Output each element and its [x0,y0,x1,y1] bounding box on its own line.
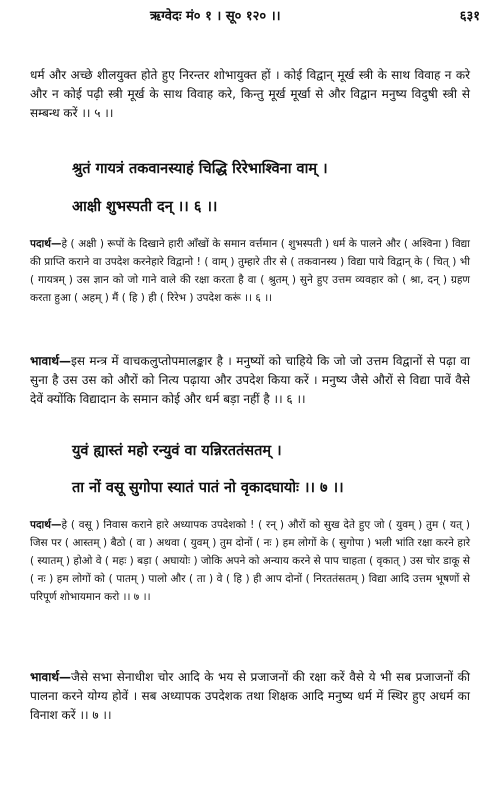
padartha-6-text: हे ( अक्षी ) रूपों के दिखाने हारी आँखों के समान वर्त्तमान ( शुभस्पती ) धर्म के पालने और ( अश्विना ) विद्या की प्राप्ति कराने वा उपदेश करनेहारे विद्वानो ! ( वाम् ) तुम्हारे तीर से ( तकवानस्य ) विद्या पाये विद्वान् के ( चित् ) भी ( गायत्रम् ) उस ज्ञान को जो गाने वाले की रक्षा करता है वा ( श्रुतम् ) सुने हुए उत्तम व्यवहार को ( श्रा, दन् ) ग्रहण करता हुआ ( अहम् ) मैं ( हि ) ही ( रिरेभ ) उपदेश करूं ।। ६ ।। [30,238,470,304]
bhavartha-6 [30,352,470,409]
mantra-7-line-1: युवं ह्यास्तं महो रन्युवं वा यन्निरततंसतम् । [72,443,282,459]
bhavartha-7-label: भावार्थ— [30,670,71,684]
padartha-7 [30,516,470,606]
bhavartha-6-label: भावार्थ— [30,354,71,368]
bhavartha-7 [30,668,470,725]
padartha-7-label: पदार्थ— [30,519,62,531]
padartha-6 [30,235,470,307]
padartha-6-label: पदार्थ— [30,238,62,250]
intro-paragraph: धर्म और अच्छे शीलयुक्त होते हुए निरन्तर शोभायुक्त हों । कोई विद्वान् मूर्ख स्त्री के साथ विवाह न करे और न कोई पढ़ी स्त्री मूर्ख के साथ विवाह करे, किन्तु मूर्ख मूर्खा से और विद्वान मनुष्य विदुषी स्त्री से सम्बन्ध करें ।। ५ ।। [30,68,470,120]
bhavartha-7-text: जैसे सभा सेनाधीश चोर आदि के भय से प्रजाजनों की रक्षा करें वैसे ये भी सब प्रजाजनों की पालना करने योग्य होवें । सब अध्यापक उपदेशक तथा शिक्षक आदि मनुष्य धर्म में स्थिर हुए अधर्म का विनाश करें ।। ७ ।। [30,670,470,722]
mantra-7-line-2: ता नों वसू सुगोपा स्यातं पातं नो वृकादघायोः ।। ७ ।। [72,480,344,496]
padartha-7-text: हे ( वसू ) निवास कराने हारे अध्यापक उपदेशको ! ( रन् ) औरों को सुख देते हुए जो ( युवम् ) तुम ( यत् ) जिस पर ( आस्तम् ) बैठो ( वा ) अथवा ( युवम् ) तुम दोनों ( नः ) हम लोगों के ( सुगोपा ) भली भांति रक्षा करने हारे ( स्यातम् ) होओ वे ( महः ) बड़ा ( अघायोः ) जोकि अपने को अन्याय करने से पाप चाहता ( वृकात् ) उस चोर डाकू से ( नः ) हम लोगों को ( पातम् ) पालो और ( ता ) वे ( हि ) ही आप दोनों ( निरततंसतम् ) विद्या आदि उत्तम भूषणों से परिपूर्ण शोभायमान करो ।। ७ ।। [30,519,470,603]
mantra-6-line-2: आक्षी शुभस्पती दन् ।। ६ ।। [72,199,218,215]
page-header [40,6,486,26]
bhavartha-6-text: इस मन्त्र में वाचकलुप्तोपमालङ्कार है । मनुष्यों को चाहिये कि जो जो उत्तम विद्वानों से पढ़ा वा सुना है उस उस को औरों को नित्य पढ़ाया और उपदेश किया करें । मनुष्य जैसे औरों से विद्या पावें वैसे देवें क्योंकि विद्यादान के समान कोई और धर्म बड़ा नहीं है ।। ६ ।। [30,354,470,406]
running-title: ऋग्वेदः मं० १ । सू० १२० ।। [150,9,281,24]
mantra-6-line-1: श्रुतं गायत्रं तकवानस्याहं चिद्धि रिरेभाश्विना वाम् । [72,161,328,177]
page-number: ६३१ [459,9,480,24]
